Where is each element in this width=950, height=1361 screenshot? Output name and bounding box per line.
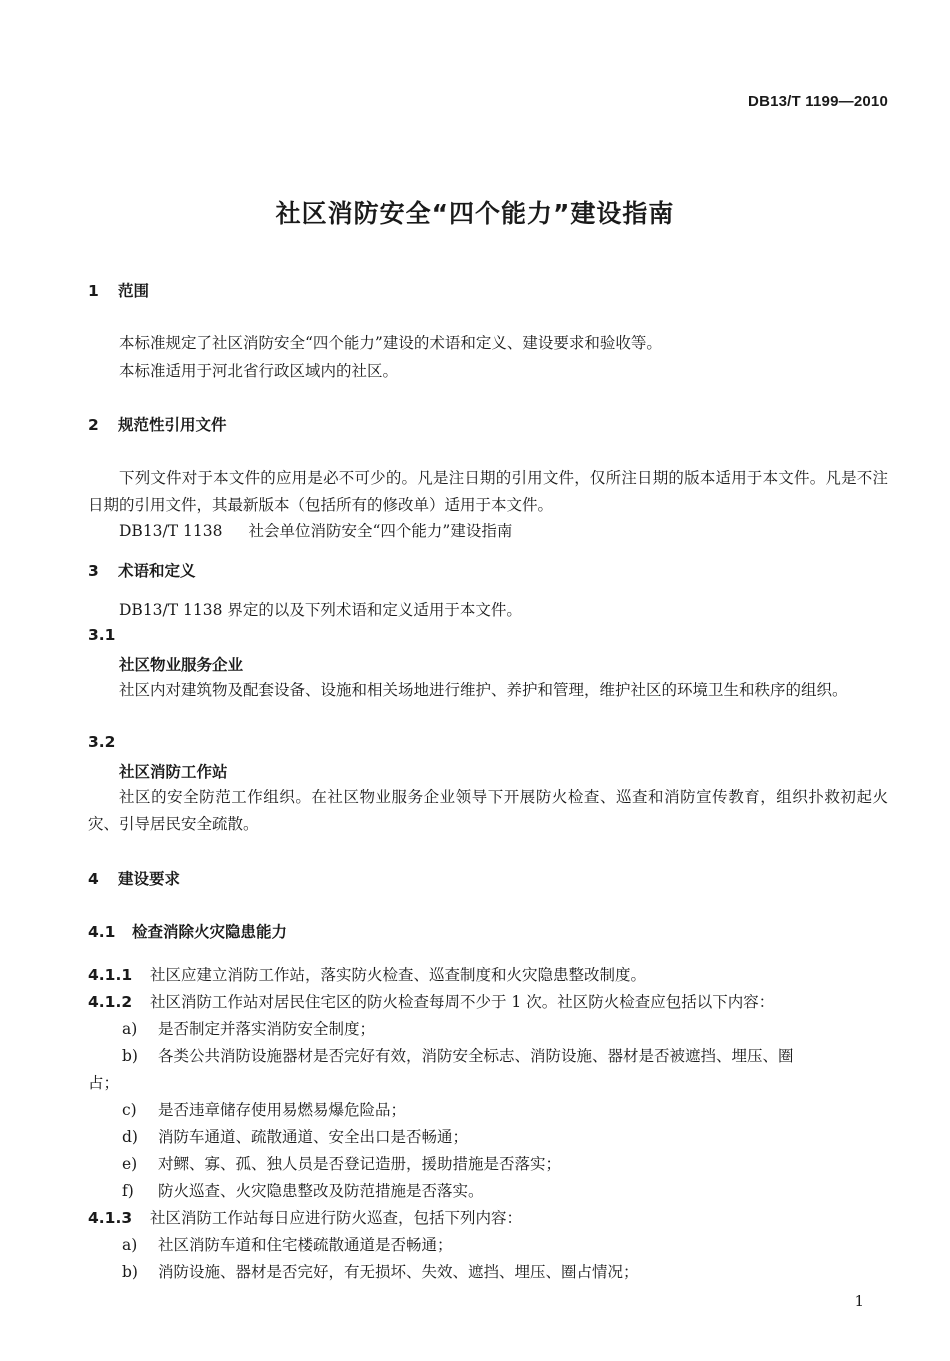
list-label: a) <box>122 1020 138 1038</box>
term-name: 社区消防工作站 <box>119 763 228 781</box>
term-definition: 社区内对建筑物及配套设备、设施和相关场地进行维护、养护和管理，维护社区的环境卫生和秩序的组织。 <box>119 681 848 699</box>
list-label: f) <box>122 1182 134 1200</box>
list-label: d) <box>122 1128 138 1146</box>
clause-number: 4.1.1 <box>88 966 133 984</box>
list-text: 消防车通道、疏散通道、安全出口是否畅通； <box>158 1128 469 1146</box>
list-label: e) <box>122 1155 138 1173</box>
document-title: 社区消防安全“四个能力”建设指南 <box>275 199 675 228</box>
list-text: 消防设施、器材是否完好，有无损坏、失效、遮挡、埋压、圈占情况； <box>158 1263 639 1281</box>
list-item <box>122 1260 639 1282</box>
clause-4-1-3 <box>88 1206 522 1228</box>
reference-code: DB13/T 1138 <box>119 522 223 540</box>
section-title: 规范性引用文件 <box>118 416 227 434</box>
list-item-continuation: 占； <box>88 1074 120 1092</box>
clause-4-1-1 <box>88 963 646 985</box>
paragraph: 本标准适用于河北省行政区域内的社区。 <box>119 362 399 380</box>
term-definition: 社区的安全防范工作组织。在社区物业服务企业领导下开展防火检查、巡查和消防宣传教育，组织扑救初起火灾、引导居民安全疏散。 <box>88 788 888 833</box>
normative-reference <box>119 519 512 541</box>
subsection-4-1-heading <box>88 920 287 942</box>
subsection-number: 4.1 <box>88 923 116 941</box>
list-item <box>122 1152 561 1174</box>
section-3-heading <box>88 559 196 581</box>
list-item <box>122 1233 453 1255</box>
section-4-heading <box>88 867 180 889</box>
list-text: 对鳏、寡、孤、独人员是否登记造册，援助措施是否落实； <box>158 1155 562 1173</box>
section-number: 4 <box>88 870 99 888</box>
list-item <box>122 1044 794 1066</box>
term-name: 社区物业服务企业 <box>119 656 244 674</box>
list-item <box>122 1017 375 1039</box>
section-2-heading <box>88 413 227 435</box>
section-1-heading <box>88 279 149 301</box>
page-number: 1 <box>854 1292 864 1310</box>
clause-number: 4.1.2 <box>88 993 133 1011</box>
standard-code: DB13/T 1199—2010 <box>748 93 888 110</box>
list-text: 各类公共消防设施器材是否完好有效，消防安全标志、消防设施、器材是否被遮挡、埋压、圈 <box>158 1047 794 1065</box>
section-number: 3 <box>88 562 99 580</box>
section-number: 1 <box>88 282 99 300</box>
list-text: 社区消防车道和住宅楼疏散通道是否畅通； <box>158 1236 453 1254</box>
clause-text: 社区消防工作站对居民住宅区的防火检查每周不少于 1 次。社区防火检查应包括以下内容： <box>150 993 775 1011</box>
section-title: 建设要求 <box>118 870 181 888</box>
section-title: 范围 <box>118 282 150 300</box>
clause-4-1-2 <box>88 990 774 1012</box>
list-label: b) <box>122 1047 138 1065</box>
list-text: 是否制定并落实消防安全制度； <box>158 1020 376 1038</box>
list-item <box>122 1098 406 1120</box>
section-title: 术语和定义 <box>118 562 196 580</box>
paragraph: DB13/T 1138 界定的以及下列术语和定义适用于本文件。 <box>119 601 522 619</box>
reference-title: 社会单位消防安全“四个能力”建设指南 <box>248 522 513 540</box>
list-label: b) <box>122 1263 138 1281</box>
list-item <box>122 1179 484 1201</box>
clause-text: 社区消防工作站每日应进行防火巡查，包括下列内容： <box>150 1209 523 1227</box>
list-item <box>122 1125 468 1147</box>
subsection-title: 检查消除火灾隐患能力 <box>132 923 288 941</box>
paragraph: 下列文件对于本文件的应用是必不可少的。凡是注日期的引用文件，仅所注日期的版本适用于本文件。凡是不注日期的引用文件，其最新版本（包括所有的修改单）适用于本文件。 <box>88 469 888 514</box>
term-number: 3.2 <box>88 733 116 751</box>
list-label: a) <box>122 1236 138 1254</box>
clause-number: 4.1.3 <box>88 1209 133 1227</box>
paragraph: 本标准规定了社区消防安全“四个能力”建设的术语和定义、建设要求和验收等。 <box>119 334 662 352</box>
section-number: 2 <box>88 416 99 434</box>
list-text: 是否违章储存使用易燃易爆危险品； <box>158 1101 407 1119</box>
clause-text: 社区应建立消防工作站，落实防火检查、巡查制度和火灾隐患整改制度。 <box>150 966 647 984</box>
term-number: 3.1 <box>88 626 116 644</box>
list-label: c) <box>122 1101 137 1119</box>
list-text: 防火巡查、火灾隐患整改及防范措施是否落实。 <box>158 1182 484 1200</box>
